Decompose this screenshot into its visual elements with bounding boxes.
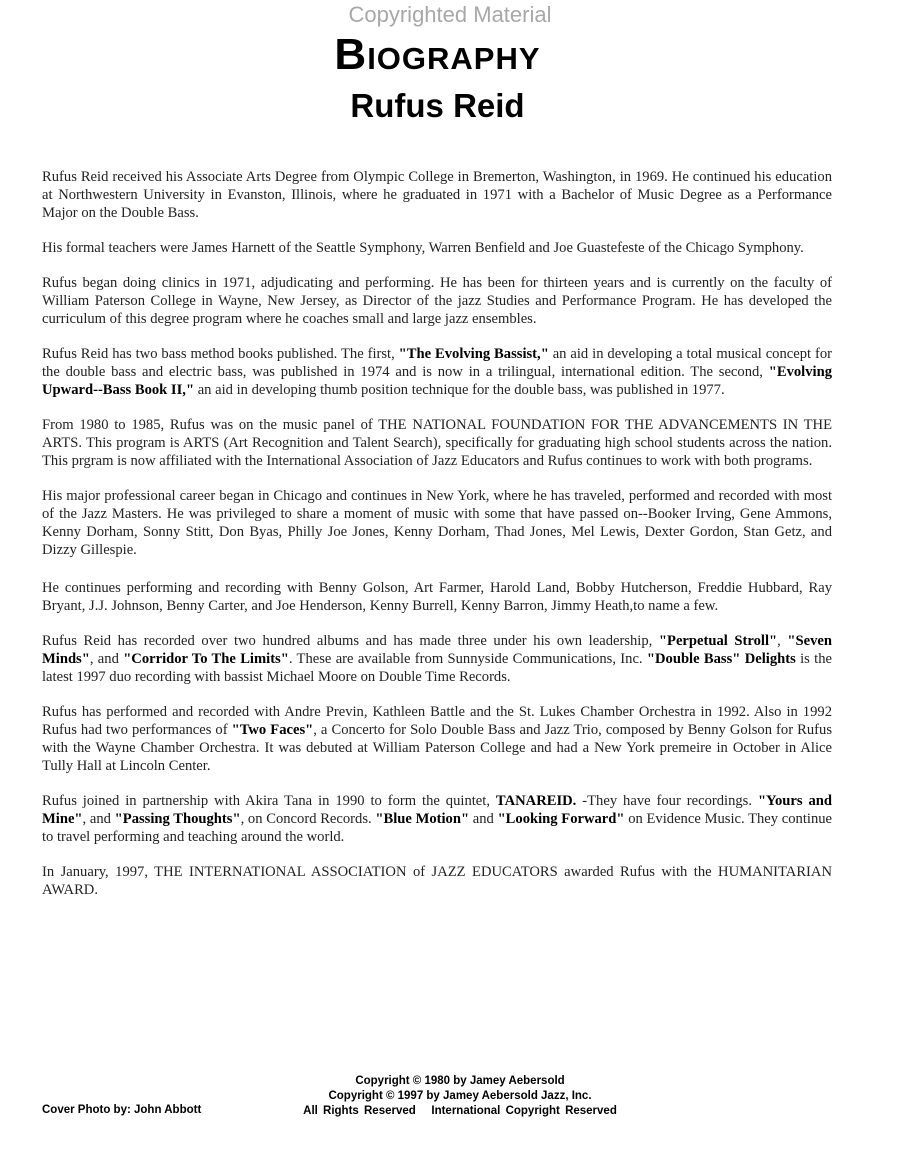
work-title: "Two Faces": [231, 722, 314, 738]
album-title: "Seven Minds": [42, 633, 833, 667]
paragraph-arts-foundation: From 1980 to 1985, Rufus was on the music panel of THE NATIONAL FOUNDATION FOR THE ADVANCEMENTS IN THE ARTS. This program is ARTS (Art Recognition and Talent Search), specifically for graduating high school students across the nation. This prgram is now affiliated with the International Association of Jazz Educators and Rufus continues to work with both programs.: [42, 417, 832, 469]
paragraph-text: . These are available from Sunnyside Communications, Inc.: [288, 651, 647, 667]
paragraph-text: , and: [82, 811, 115, 827]
book-title: "The Evolving Bassist,": [398, 346, 549, 362]
paragraph-text: Rufus has performed and recorded with Andre Previn, Kathleen Battle and the St. Lukes Chamber Orchestra in 1992. Also in 1992 Rufus had two performances of: [42, 704, 832, 738]
paragraph-text: ,: [777, 633, 788, 649]
page-subtitle: Rufus Reid: [350, 87, 525, 124]
paragraph-tanareid: [42, 792, 832, 846]
paragraph-orchestra: [42, 703, 832, 775]
band-name: TANAREID.: [495, 793, 577, 809]
album-title: "Looking Forward": [497, 811, 625, 827]
album-title: "Perpetual Stroll": [658, 633, 778, 649]
copyright-line-1997: Copyright © 1997 by Jamey Aebersold Jazz, Inc.: [328, 1090, 592, 1102]
cover-photo-credit: Cover Photo by: John Abbott: [42, 1104, 202, 1116]
paragraph-award: In January, 1997, THE INTERNATIONAL ASSOCIATION of JAZZ EDUCATORS awarded Rufus with the HUMANITARIAN AWARD.: [42, 864, 832, 898]
album-title: "Corridor To The Limits": [123, 651, 289, 667]
copyright-line-1980: Copyright © 1980 by Jamey Aebersold: [355, 1075, 565, 1087]
paragraph-clinics: Rufus began doing clinics in 1971, adjudicating and performing. He has been for thirteen years and is currently on the faculty of William Paterson College in Wayne, New Jersey, as Director of the jazz Studies and Performance Program. He has developed the curriculum of this degree program where he coaches small and large jazz ensembles.: [42, 275, 832, 327]
copyright-watermark: Copyrighted Material: [348, 2, 552, 27]
paragraph-text: Rufus joined in partnership with Akira Tana in 1990 to form the quintet,: [42, 793, 496, 809]
paragraph-text: is the latest 1997 duo recording with bassist Michael Moore on Double Time Records.: [42, 651, 832, 685]
album-title: "Double Bass" Delights: [646, 651, 796, 667]
paragraph-education: Rufus Reid received his Associate Arts Degree from Olympic College in Bremerton, Washington, in 1969. He continued his education at Northwestern University in Evanston, Illinois, where he graduated in 1971 with a Bachelor of Music Degree as a Performance Major on the Double Bass.: [42, 169, 832, 221]
book-title: "Evolving Upward--Bass Book II,": [42, 364, 832, 398]
copyright-block: [270, 1074, 650, 1119]
paragraph-text: an aid in developing a total musical concept for the double bass and electric bass, was published in 1974 and is now in a trilingual, international edition. The second,: [42, 346, 833, 380]
album-title: "Yours and Mine": [42, 793, 832, 827]
paragraph-career: His major professional career began in Chicago and continues in New York, where he has traveled, performed and recorded with most of the Jazz Masters. He was privileged to share a moment of music with some that have passed on--Booker Irving, Gene Ammons, Kenny Dorham, Sonny Stitt, Don Byas, Philly Joe Jones, Kenny Dorham, Thad Jones, Mel Lewis, Dexter Gordon, Stan Getz, and Dizzy Gillespie.: [42, 488, 832, 558]
paragraph-text: Rufus Reid has recorded over two hundred albums and has made three under his own leadership,: [42, 633, 659, 649]
paragraph-teachers: His formal teachers were James Harnett of the Seattle Symphony, Warren Benfield and Joe Guastefeste of the Chicago Symphony.: [42, 240, 804, 256]
paragraph-text: -They have four recordings.: [576, 793, 758, 809]
page-title: Biography: [334, 30, 541, 79]
biography-body: [42, 168, 832, 916]
paragraph-text: , on Concord Records.: [240, 811, 376, 827]
paragraph-collaborators: He continues performing and recording with Benny Golson, Art Farmer, Harold Land, Bobby Hutcherson, Freddie Hubbard, Ray Bryant, J.J. Johnson, Benny Carter, and Joe Henderson, Kenny Burrell, Kenny Barron, Jimmy Heath,to name a few.: [42, 580, 832, 614]
album-title: "Passing Thoughts": [114, 811, 241, 827]
paragraph-text: , a Concerto for Solo Double Bass and Jazz Trio, composed by Benny Golson for Rufus with the Wayne Chamber Orchestra. It was debuted at William Paterson College and had a New York premeire in October in Alice Tully Hall at Lincoln Center.: [42, 722, 832, 774]
paragraph-text: an aid in developing thumb position technique for the double bass, was published in 1977.: [194, 382, 725, 398]
paragraph-text: , and: [89, 651, 124, 667]
paragraph-recordings: [42, 632, 832, 686]
rights-reserved: All Rights Reserved International Copyright Reserved: [303, 1105, 617, 1117]
paragraph-text: Rufus Reid has two bass method books published. The first,: [42, 346, 399, 362]
album-title: "Blue Motion": [375, 811, 470, 827]
paragraph-text: and: [469, 811, 498, 827]
paragraph-text: on Evidence Music. They continue to travel performing and teaching around the world.: [42, 811, 833, 845]
paragraph-method-books: [42, 345, 832, 399]
